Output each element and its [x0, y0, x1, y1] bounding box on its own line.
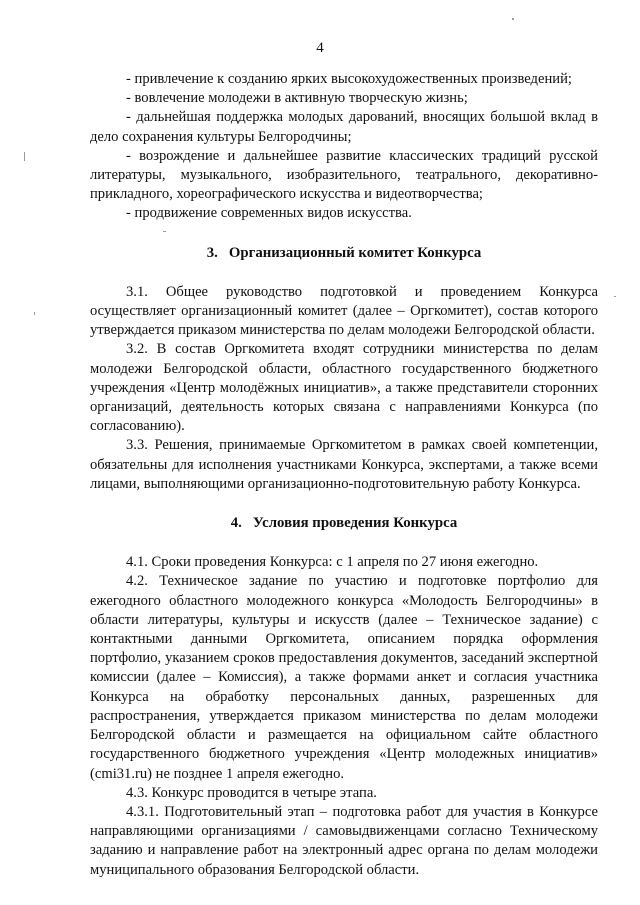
- scan-speck: [614, 296, 616, 297]
- paragraph: 4.3.1. Подготовительный этап – подготовка работ для участия в Конкурсе направляющими организациями / самовыдвиженцами согласно Техническому заданию и направление работ на электронный адрес органа по делам молодежи муниципального образования Белгородской области.: [90, 803, 598, 878]
- document-body: [90, 70, 598, 880]
- scan-speck: [24, 152, 25, 161]
- list-item: - возрождение и дальнейшее развитие классических традиций русской литературы, музыкального, изобразительного, театрального, декоративно-прикладного, хореографического искусства и видеотворчества;: [90, 147, 598, 203]
- scan-speck: [512, 18, 514, 20]
- section-4-heading: 4. Условия проведения Конкурса: [230, 515, 458, 532]
- section-3-body: [90, 283, 598, 494]
- list-item: - привлечение к созданию ярких высокохудожественных произведений;: [126, 71, 572, 87]
- scan-speck: [34, 312, 35, 315]
- goals-list: [90, 70, 598, 224]
- paragraph: 3.3. Решения, принимаемые Оргкомитетом в рамках своей компетенции, обязательны для исполнения участниками Конкурса, экспертами, а также всеми лицами, выполняющими организационно-подготовительную работу Конкурса.: [90, 437, 598, 492]
- section-3-heading: 3. Организационный комитет Конкурса: [206, 244, 482, 261]
- list-item: - дальнейшая поддержка молодых дарований, вносящих большой вклад в дело сохранения культуры Белгородчины;: [90, 109, 598, 145]
- paragraph: 4.3. Конкурс проводится в четыре этапа.: [126, 784, 377, 801]
- section-4-body: [90, 553, 598, 879]
- paragraph: 3.2. В состав Оргкомитета входят сотрудники министерства по делам молодежи Белгородской области, областного государственного бюджетного учреждения «Центр молодёжных инициатив», а также представители сторонних организаций, деятельность которых связана с направлениями Конкурса (по согласованию).: [90, 341, 598, 435]
- paragraph: 4.2. Техническое задание по участию и подготовке портфолио для ежегодного областного молодежного конкурса «Молодость Белгородчины» в области литературы, культуры и искусств (далее – Техническое задание) с контактными данными Оргкомитета, описанием порядка оформления портфолио, указанием сроков предоставления документов, заседаний экспертной комиссии (далее – Комиссия), а также формами анкет и согласия участника Конкурса на обработку персональных данных, разрешенных для распространения, утверждается приказом министерства по делам молодежи Белгородской области и размещается на официальном сайте областного государственного бюджетного учреждения «Центр молодежных инициатив» (cmi31.ru) не позднее 1 апреля ежегодно.: [90, 573, 598, 782]
- list-item: - вовлечение молодежи в активную творческую жизнь;: [126, 90, 468, 107]
- paragraph: 3.1. Общее руководство подготовкой и проведением Конкурса осуществляет организационный комитет (далее – Оргкомитет), состав которого утверждается приказом министерства по делам молодежи Белгородской области.: [90, 283, 598, 339]
- list-item: - продвижение современных видов искусства.: [126, 205, 412, 222]
- paragraph: 4.1. Сроки проведения Конкурса: с 1 апреля по 27 июня ежегодно.: [126, 554, 539, 571]
- page-number: 4: [316, 40, 324, 56]
